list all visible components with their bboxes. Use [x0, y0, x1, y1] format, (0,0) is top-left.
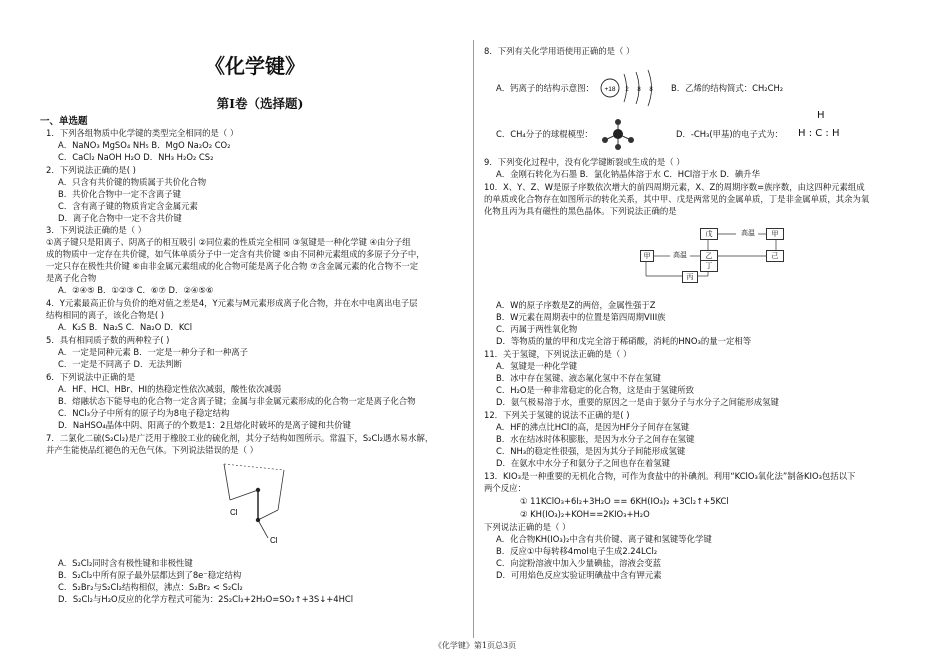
methyl-electron-top: H [817, 110, 825, 121]
option-line: B．熔融状态下能导电的化合物一定含离子键；金属与非金属元素形成的化合物一定是离子化合物 [58, 396, 416, 406]
option-line: C．S₂Br₂与S₂Cl₂结构相似，沸点：S₂Br₂ < S₂Cl₂ [58, 582, 243, 592]
flow-box: 丙 [682, 271, 698, 283]
question-line: 一定只存在极性共价键 ⑥由非金属元素组成的化合物可能是离子化合物 ⑦含金属元素的化合物不一定 [46, 261, 419, 271]
page-title: 《化学键》 [205, 54, 305, 78]
question-line: 4．Y元素最高正价与负价的绝对值之差是4，Y元素与M元素形成离子化合物，并在水中电离出电子层 [46, 298, 418, 308]
question-line: 6．下列说法中正确的是 [46, 372, 136, 382]
question-line: 12．下列关于氢键的说法不正确的是( ) [484, 410, 630, 420]
option-line: C．向淀粉溶液中加入少量碘盐，溶液会变蓝 [496, 558, 661, 568]
question-line: 化物且丙为具有磁性的黑色晶体。下列说法正确的是 [484, 206, 677, 216]
atom-label: Cl [270, 536, 278, 545]
question-line: ①离子键只是阳离子、阴离子的相互吸引 ②同位素的性质完全相同 ③氢键是一种化学键 ④由分子组 [46, 237, 411, 247]
option-line: C．NCl₃分子中所有的原子均为8电子稳定结构 [58, 408, 230, 418]
option-line: A．HF的沸点比HCl的高，是因为HF分子间存在氢键 [496, 422, 690, 432]
option-line: A．HF、HCl、HBr、HI的热稳定性依次减弱，酸性依次减弱 [58, 384, 282, 394]
question-line: 是离子化合物 [46, 273, 97, 283]
question-line: 5．具有相同质子数的两种粒子( ) [46, 335, 170, 345]
question-line: 1．下列各组物质中化学键的类型完全相同的是（ ） [46, 128, 239, 138]
flow-box: 甲 [766, 228, 784, 240]
option-line: C．含有离子键的物质肯定含金属元素 [58, 201, 198, 211]
option-line: D．NaHSO₄晶体中阴、阳离子的个数是1：2且熔化时破坏的是离子键和共价键 [58, 420, 351, 430]
option-line: A．②④⑤ B．①②③ C．⑥⑦ D．②④⑤⑥ [58, 285, 214, 295]
flow-box: 丁 [700, 260, 718, 272]
question-line: 下列说法正确的是（ ） [484, 522, 571, 532]
option-line: A．NaNO₃ MgSO₄ NH₅ B．MgO Na₂O₂ CO₂ [58, 140, 231, 150]
option-line: A．一定是同种元素 B．一定是一种分子和一种离子 [58, 347, 249, 357]
flow-label: 高温 [738, 228, 758, 238]
transformation-flow-diagram [640, 222, 790, 284]
shell-label: 8 [637, 87, 641, 93]
option-line: D．可用焰色反应实验证明碘盐中含有钾元素 [496, 570, 662, 580]
column-divider [473, 40, 474, 638]
shell-label: 2 [625, 87, 629, 93]
option-line: C．丙属于两性氧化物 [496, 324, 578, 334]
option-line: C．NH₃的稳定性很强，是因为其分子间能形成氢键 [496, 446, 686, 456]
option-line: B．水在结冰时体积膨胀，是因为水分子之间存在氢键 [496, 434, 695, 444]
option-line: D．等物质的量的甲和戊完全溶于稀硝酸，消耗的HNO₃的量一定相等 [496, 336, 752, 346]
question-line: 8．下列有关化学用语使用正确的是（ ） [484, 46, 635, 56]
calcium-ion-diagram [596, 64, 664, 112]
methyl-electron-formula: H : C : H [798, 128, 840, 139]
option-line: B．S₂Cl₂中所有原子最外层都达到了8e⁻稳定结构 [58, 570, 242, 580]
option-line: C．一定是不同离子 D．无法判断 [58, 359, 182, 369]
s2cl2-structure-figure [218, 458, 298, 548]
option-line: B．W元素在周期表中的位置是第四周期VIII族 [496, 312, 666, 322]
option-line: B．反应①中每转移4mol电子生成2.24LCl₂ [496, 546, 658, 556]
flow-box: 甲 [640, 250, 654, 262]
flow-box: 乙 [700, 250, 718, 262]
question-line: 并产生能使品红褪色的无色气体。下列说法错误的是（ ） [46, 445, 259, 455]
methane-ball-stick-model [598, 118, 638, 152]
flow-label: 高温 [670, 250, 690, 260]
question-line: 10．X、Y、Z、W是原子序数依次增大的前四周期元素，X、Z的周期序数=族序数，由这四种元素组成 [484, 182, 865, 192]
option-line: B．冰中存在氢键、液态氟化氢中不存在氢键 [496, 373, 661, 383]
section-title: 第Ⅰ卷（选择题) [216, 96, 304, 111]
option-line: A．氢键是一种化学键 [496, 361, 578, 371]
option-line: D．氨气极易溶于水，重要的原因之一是由于氨分子与水分子之间能形成氢键 [496, 397, 779, 407]
option-line: A．只含有共价键的物质属于共价化合物 [58, 177, 207, 187]
option-line: D．在氨水中水分子和氨分子之间也存在着氢键 [496, 458, 670, 468]
option-line: A．W的原子序数是Z的两倍，金属性强于Z [496, 300, 656, 310]
option-line: C．H₂O是一种非常稳定的化合物，这是由于氢键所致 [496, 385, 694, 395]
option-line: A．钙离子的结构示意图： [496, 83, 594, 93]
option-line: D．-CH₃(甲基)的电子式为： [676, 129, 783, 139]
nucleus-label: +18 [604, 86, 616, 93]
option-line: A．S₂Cl₂同时含有极性键和非极性键 [58, 558, 193, 568]
question-line: 13．KIO₃是一种重要的无机化合物，可作为食盐中的补碘剂。利用“KClO₃氧化法”制备KIO₃包括以下 [484, 471, 856, 481]
option-line: A．金刚石转化为石墨 B．氯化钠晶体溶于水 C．HCl溶于水 D．碘升华 [496, 169, 760, 179]
option-line: B．乙烯的结构简式：CH₂CH₂ [671, 83, 784, 93]
flow-box: 戊 [700, 228, 718, 240]
question-line: 11．关于氢键，下列说法正确的是（ ） [484, 349, 632, 359]
flow-box: 己 [766, 250, 784, 262]
option-line: D．S₂Cl₂与H₂O反应的化学方程式可能为：2S₂Cl₂+2H₂O=SO₂↑+3S↓+4HCl [58, 594, 354, 604]
question-line: 结构相同的离子，该化合物是( ) [46, 310, 165, 320]
question-line: 7．二氯化二硫(S₂Cl₂)是广泛用于橡胶工业的硫化剂，其分子结构如图所示。常温下，S₂Cl₂遇水易水解， [46, 433, 434, 443]
option-line: A．K₂S B．Na₂S C．Na₂O D．KCl [58, 322, 193, 332]
question-line: 2．下列说法正确的是( ) [46, 165, 136, 175]
part-heading: 一、单选题 [40, 116, 88, 127]
reaction-line: ① 11KClO₃+6I₂+3H₂O == 6KH(IO₃)₂ +3Cl₂↑+5KCl [520, 496, 729, 506]
option-line: C．CH₄分子的球棍模型： [496, 129, 593, 139]
option-line: A．化合物KH(IO₃)₂中含有共价键、离子键和氢键等化学键 [496, 534, 712, 544]
question-line: 两个反应： [484, 483, 526, 493]
question-line: 3．下列说法正确的是（ ） [46, 225, 147, 235]
question-line: 的单质或化合物存在如图所示的转化关系，其中甲、戊是两常见的金属单质，丁是非金属单质，其余为氧 [484, 194, 870, 204]
option-line: C．CaCl₂ NaOH H₂O D．NH₃ H₂O₂ CS₂ [58, 152, 214, 162]
option-line: D．离子化合物中一定不含共价键 [58, 213, 182, 223]
page-footer: 《化学键》第1页总3页 [433, 641, 517, 650]
shell-label: 8 [649, 87, 653, 93]
reaction-line: ② KH(IO₃)₂+KOH==2KIO₃+H₂O [520, 509, 650, 519]
option-line: B．共价化合物中一定不含离子键 [58, 189, 181, 199]
question-line: 成的物质中一定存在共价键，如气体单质分子中一定含有共价键 ⑤由不同种元素组成的多原子分子中， [46, 249, 425, 259]
question-line: 9．下列变化过程中，没有化学键断裂或生成的是（ ） [484, 157, 685, 167]
atom-label: Cl [230, 508, 238, 517]
